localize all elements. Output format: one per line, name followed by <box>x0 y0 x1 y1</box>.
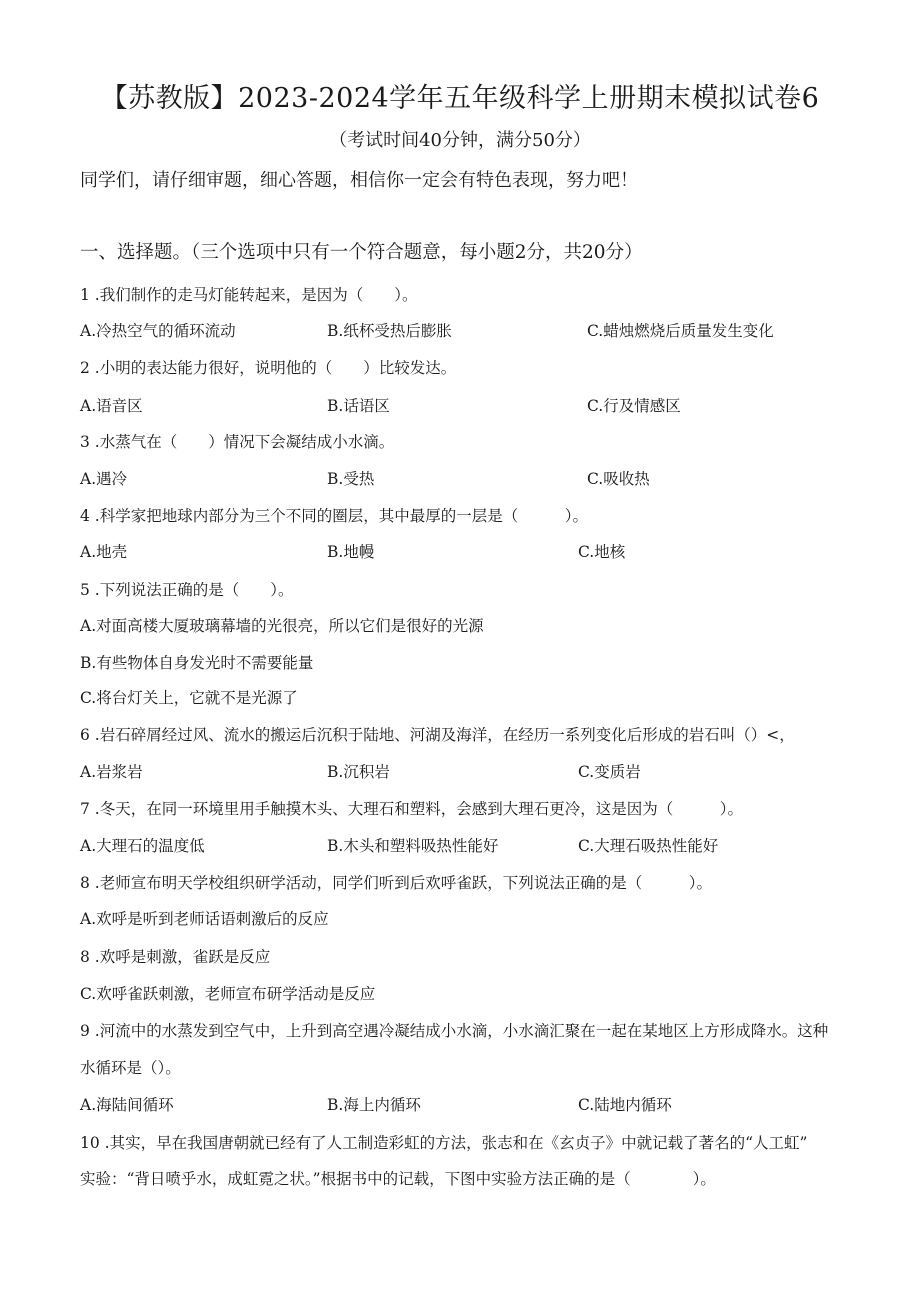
q6-option-b: B.沉积岩 <box>327 763 390 781</box>
question-10: 10 .其实，早在我国唐朝就已经有了人工制造彩虹的方法，张志和在《玄贞子》中就记载了著名的“人工虹” <box>80 1134 808 1152</box>
q6-option-c: C.变质岩 <box>578 763 641 781</box>
q1-option-a: A.冷热空气的循环流动 <box>80 322 236 340</box>
question-9: 9 .河流中的水蒸发到空气中，上升到高空遇冷凝结成小水滴，小水滴汇聚在一起在某地区上方形成降水。这种 <box>80 1022 829 1040</box>
q7-option-a: A.大理石的温度低 <box>80 837 205 855</box>
q7-option-c: C.大理石吸热性能好 <box>578 837 719 855</box>
q9-option-c: C.陆地内循环 <box>578 1096 672 1114</box>
question-9-cont: 水循环是（）。 <box>80 1059 181 1077</box>
question-2: 2 .小明的表达能力很好，说明他的（ ）比较发达。 <box>80 359 457 377</box>
q3-option-c: C.吸收热 <box>587 470 650 488</box>
exam-info: （考试时间40分钟，满分50分） <box>329 130 591 151</box>
question-5: 5 .下列说法正确的是（ ）。 <box>80 581 294 599</box>
question-10-cont: 实验：“背日喷乎水，成虹霓之状。”根据书中的记载，下图中实验方法正确的是（ ）。 <box>80 1170 716 1188</box>
q1-option-c: C.蜡烛燃烧后质量发生变化 <box>587 322 774 340</box>
q5-option-b: B.有些物体自身发光时不需要能量 <box>80 654 314 672</box>
q2-option-b: B.话语区 <box>327 397 390 415</box>
q4-option-a: A.地壳 <box>80 543 128 561</box>
q1-option-b: B.纸杯受热后膨胀 <box>327 322 452 340</box>
page-title: 【苏教版】2023-2024学年五年级科学上册期末模拟试卷6 <box>100 83 820 114</box>
q7-option-b: B.木头和塑料吸热性能好 <box>327 837 499 855</box>
question-8: 8 .老师宣布明天学校组织研学活动，同学们听到后欢呼雀跃，下列说法正确的是（ ）。 <box>80 874 712 892</box>
q3-option-b: B.受热 <box>327 470 375 488</box>
q5-option-a: A.对面高楼大厦玻璃幕墙的光很亮，所以它们是很好的光源 <box>80 617 484 635</box>
q8-option-a: A.欢呼是听到老师话语刺激后的反应 <box>80 910 329 928</box>
question-4: 4 .科学家把地球内部分为三个不同的圈层，其中最厚的一层是（ ）。 <box>80 507 588 525</box>
q5-option-c: C.将台灯关上，它就不是光源了 <box>80 689 298 707</box>
q6-option-a: A.岩浆岩 <box>80 763 143 781</box>
q9-option-b: B.海上内循环 <box>327 1096 421 1114</box>
intro-text: 同学们，请仔细审题，细心答题，相信你一定会有特色表现，努力吧！ <box>80 170 638 191</box>
q2-option-c: C.行及情感区 <box>587 397 681 415</box>
question-1: 1 .我们制作的走马灯能转起来，是因为（ ）。 <box>80 286 418 304</box>
q9-option-a: A.海陆间循环 <box>80 1096 174 1114</box>
q2-option-a: A.语音区 <box>80 397 143 415</box>
question-3: 3 .水蒸气在（ ）情况下会凝结成小水滴。 <box>80 433 395 451</box>
question-6: 6 .岩石碎屑经过风、流水的搬运后沉积于陆地、河湖及海洋，在经历一系列变化后形成的岩石叫（）<， <box>80 726 795 744</box>
q8-option-c: C.欢呼雀跃刺激，老师宣布研学活动是反应 <box>80 985 376 1003</box>
section-heading: 一、选择题。（三个选项中只有一个符合题意，每小题2分，共20分） <box>80 242 643 263</box>
q4-option-b: B.地幔 <box>327 543 375 561</box>
q8-option-b: 8 .欢呼是刺激，雀跃是反应 <box>80 948 271 966</box>
q4-option-c: C.地核 <box>578 543 626 561</box>
q3-option-a: A.遇冷 <box>80 470 128 488</box>
question-7: 7 .冬天，在同一环境里用手触摸木头、大理石和塑料，会感到大理石更冷，这是因为（ ）。 <box>80 800 743 818</box>
